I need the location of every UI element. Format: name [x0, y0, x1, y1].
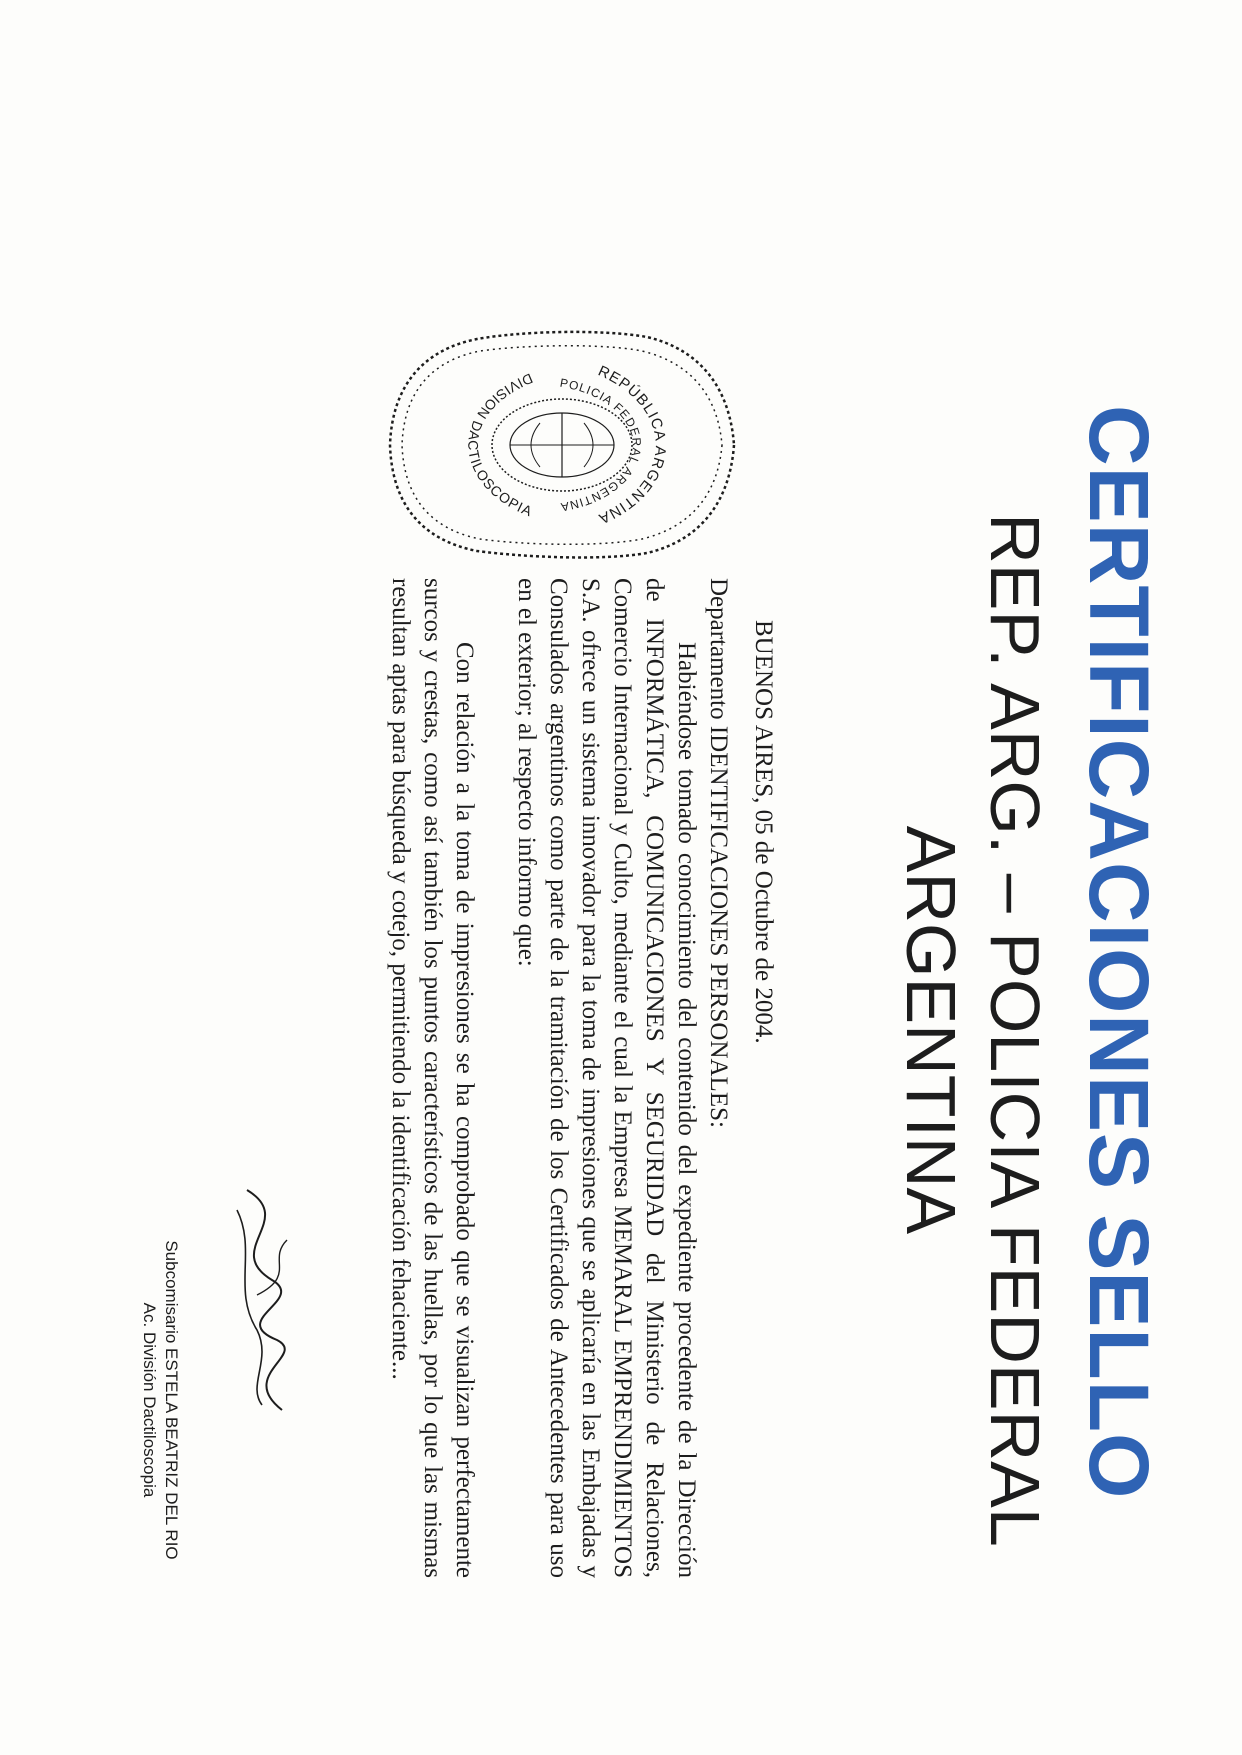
document-title: CERTIFICACIONES SELLO: [1072, 405, 1166, 1500]
paragraph-1: Habiéndose tomado conocimiento del contenido del expediente procedente de la Dirección de INFORMÁTICA, COMUNICACIONES Y SEGURIDAD del Ministerio de Relaciones, Comercio Internacional y Culto, mediante el cual la Empresa MEMARAL EMPRENDIMIENTOS S.A. ofrece un sistema innovador para la toma de impresiones que se aplicaría en las Embajadas y Consulados argentinos como parte de la tramitación de los Certificados de Antecedentes para uso en el exterior; al respecto informo que:: [513, 578, 700, 1578]
svg-text:POLICIA FEDERAL ARGENTINA: POLICIA FEDERAL ARGENTINA: [558, 375, 644, 515]
paragraph-2: Con relación a la toma de impresiones se ha comprobado que se visualizan perfectamente surcos y crestas, como así también los puntos característicos de las huellas, por lo que las mismas resultan aptas para búsqueda y cotejo, permitiendo la identificación fehaciente...: [387, 578, 478, 1578]
signature-block: [138, 1190, 182, 1610]
department-heading: Departamento IDENTIFICACIONES PERSONALES:: [705, 578, 732, 1128]
signature-graphic: [217, 1180, 317, 1420]
handwritten-signature: [217, 1180, 317, 1420]
svg-text:REPÚBLICA ARGENTINA: REPÚBLICA ARGENTINA: [595, 362, 669, 528]
svg-text:DIVISION DACTILOSCOPIA: DIVISION DACTILOSCOPIA: [465, 370, 536, 520]
document-body: [384, 578, 734, 1578]
signer-division: Ac. División Dactiloscopia: [140, 1302, 159, 1498]
official-seal: [382, 325, 742, 565]
signer-name: Subcomisario ESTELA BEATRIZ DEL RIO: [162, 1240, 181, 1560]
document-subtitle: REP. ARG. – POLICIA FEDERAL ARGENTINA: [892, 513, 1054, 1547]
date-line: BUENOS AIRES, 05 de Octubre de 2004.: [750, 620, 777, 1044]
seal-graphic: [382, 325, 742, 565]
